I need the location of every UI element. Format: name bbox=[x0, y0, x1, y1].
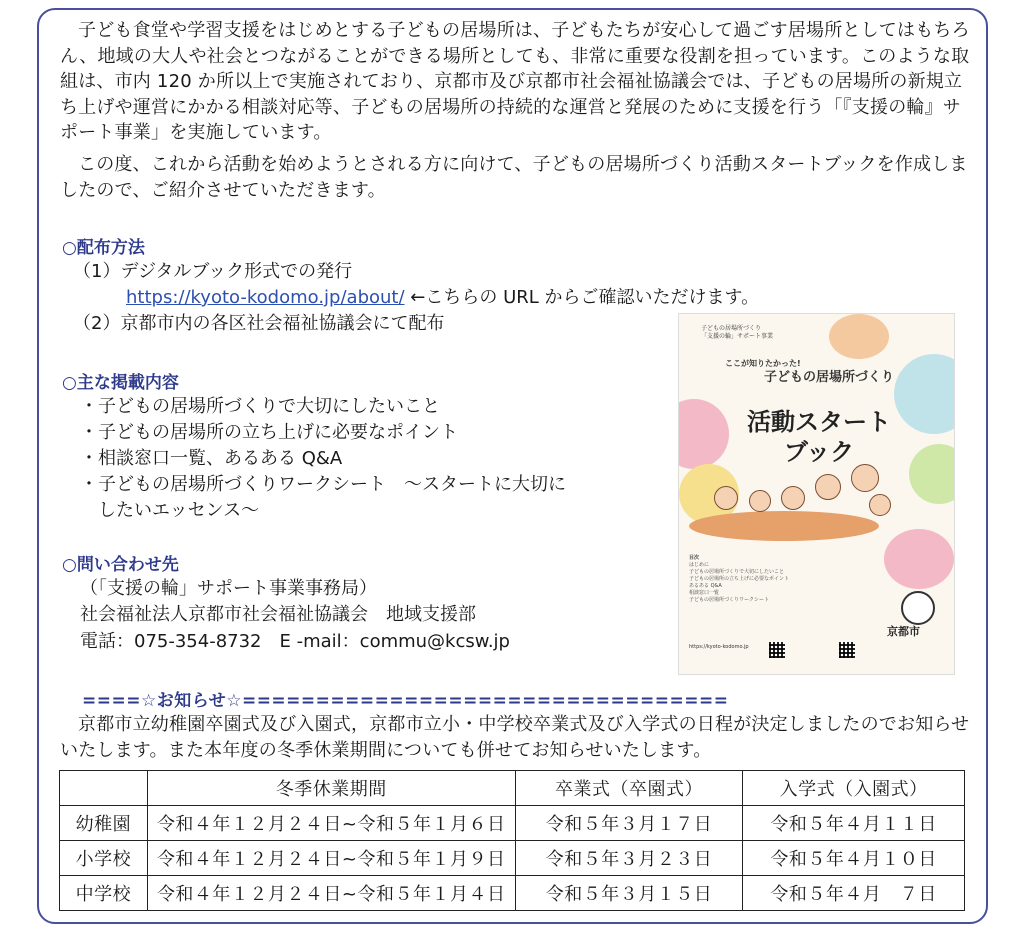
qr-code-icon bbox=[769, 642, 785, 658]
decor-dot bbox=[829, 314, 889, 359]
entrance-cell: 令和５年４月 ７日 bbox=[743, 876, 965, 911]
table-header-cell: 卒業式（卒園式） bbox=[515, 771, 743, 806]
kyoto-city-emblem-icon bbox=[901, 591, 935, 625]
table-row bbox=[60, 876, 965, 911]
illustration-child bbox=[749, 490, 771, 512]
cover-url: https://kyoto-kodomo.jp bbox=[689, 644, 749, 650]
graduation-cell: 令和５年３月２３日 bbox=[515, 841, 743, 876]
table-row bbox=[60, 841, 965, 876]
decor-dot bbox=[884, 529, 954, 589]
winter-break-cell: 令和４年１２月２４日~令和５年１月９日 bbox=[147, 841, 515, 876]
toc-item: 相談窓口一覧 bbox=[689, 590, 720, 596]
illustration-table bbox=[689, 511, 879, 541]
contact-tel-email: 電話：075-354-8732 E -mail：commu@kcsw.jp bbox=[80, 631, 510, 652]
illustration-adult bbox=[815, 474, 841, 500]
distribution-url-line bbox=[126, 285, 759, 310]
toc-item: 子どもの居場所づくりで大切にしたいこと bbox=[689, 569, 785, 575]
toc-item: 子どもの居場所づくりワークシート bbox=[689, 597, 770, 603]
intro-paragraph-2: この度、これから活動を始めようとされる方に向けて、子どもの居場所づくり活動スタートブックを作成しましたので、ご紹介させていただきます。 bbox=[60, 154, 968, 201]
cover-table-of-contents bbox=[689, 555, 789, 604]
distribution-heading: ○配布方法 bbox=[62, 238, 145, 258]
cover-title-line-2: ブック bbox=[783, 438, 855, 466]
cover-title bbox=[719, 407, 919, 467]
notice-text: 京都市立幼稚園卒園式及び入園式，京都市立小・中学校卒業式及び入学式の日程が決定しましたのでお知らせいたします。また本年度の冬季休業期間についても併せてお知らせいたします。 bbox=[60, 714, 970, 761]
cover-program-tag bbox=[701, 325, 773, 341]
table-header-cell: 入学式（入園式） bbox=[743, 771, 965, 806]
illustration-adult bbox=[851, 464, 879, 492]
illustration-child bbox=[714, 486, 738, 510]
table-header-cell: 冬季休業期間 bbox=[147, 771, 515, 806]
contents-item: ・子どもの居場所の立ち上げに必要なポイント bbox=[80, 422, 458, 443]
table-header-cell bbox=[60, 771, 148, 806]
school-type-cell: 中学校 bbox=[60, 876, 148, 911]
table-row bbox=[60, 806, 965, 841]
contact-office: （「支援の輪」サポート事業事務局） bbox=[80, 578, 377, 599]
cover-title-line-1: 活動スタート bbox=[747, 408, 891, 436]
toc-heading: 目次 bbox=[689, 555, 700, 561]
illustration-child bbox=[781, 486, 805, 510]
illustration-child bbox=[869, 494, 891, 516]
winter-break-cell: 令和４年１２月２４日~令和５年１月４日 bbox=[147, 876, 515, 911]
toc-item: あるある Q&A bbox=[689, 583, 722, 589]
school-type-cell: 幼稚園 bbox=[60, 806, 148, 841]
toc-item: 子どもの居場所の立ち上げに必要なポイント bbox=[689, 576, 790, 582]
notice-banner: ====☆お知らせ☆================================= bbox=[82, 691, 729, 711]
contents-item: ・子どもの居場所づくりで大切にしたいこと bbox=[80, 396, 440, 417]
contents-heading: ○主な掲載内容 bbox=[62, 373, 179, 393]
contents-item: ・相談窓口一覧、あるある Q&A bbox=[80, 448, 343, 469]
schedule-table bbox=[59, 770, 965, 911]
url-note: ←こちらの URL からご確認いただけます。 bbox=[410, 287, 760, 308]
graduation-cell: 令和５年３月１５日 bbox=[515, 876, 743, 911]
qr-code-icon bbox=[839, 642, 855, 658]
graduation-cell: 令和５年３月１７日 bbox=[515, 806, 743, 841]
entrance-cell: 令和５年４月１０日 bbox=[743, 841, 965, 876]
start-book-cover-image bbox=[678, 313, 955, 675]
contact-heading: ○問い合わせ先 bbox=[62, 555, 179, 575]
distribution-item-2: （2）京都市内の各区社会福祉協議会にて配布 bbox=[73, 313, 445, 334]
cover-tag-line-1: 子どもの居場所づくり bbox=[701, 325, 762, 332]
winter-break-cell: 令和４年１２月２４日~令和５年１月６日 bbox=[147, 806, 515, 841]
school-type-cell: 小学校 bbox=[60, 841, 148, 876]
cover-tag-line-2: 「支援の輪」サポート事業 bbox=[701, 333, 774, 340]
table-header-row bbox=[60, 771, 965, 806]
start-book-link[interactable]: https://kyoto-kodomo.jp/about/ bbox=[126, 287, 405, 308]
cover-city-name: 京都市 bbox=[887, 625, 920, 638]
contact-organization: 社会福祉法人京都市社会福祉協議会 地域支援部 bbox=[80, 604, 476, 625]
cover-lead: ここが知りたかった! bbox=[725, 359, 801, 368]
intro-paragraph-1: 子ども食堂や学習支援をはじめとする子どもの居場所は、子どもたちが安心して過ごす居場所としてはもちろん、地域の大人や社会とつながることができる場所としても、非常に重要な役割を担っています。このような取組は、市内 120 か所以上で実施されており、京都市及び京都市社会福祉協議会では、子どもの居場所の新規立ち上げや運営にかかる相談対応等、子どもの居場所の持続的な運営と発展のために支援を行う「『支援の輪』サポート事業」を実施しています。 bbox=[60, 20, 970, 143]
entrance-cell: 令和５年４月１１日 bbox=[743, 806, 965, 841]
contents-item: ・子どもの居場所づくりワークシート ～スタートに大切に bbox=[80, 474, 566, 495]
contents-item: したいエッセンス～ bbox=[80, 500, 260, 521]
cover-subtitle: 子どもの居場所づくり bbox=[764, 370, 895, 385]
distribution-item-1: （1）デジタルブック形式での発行 bbox=[73, 261, 353, 282]
toc-item: はじめに bbox=[689, 562, 710, 568]
